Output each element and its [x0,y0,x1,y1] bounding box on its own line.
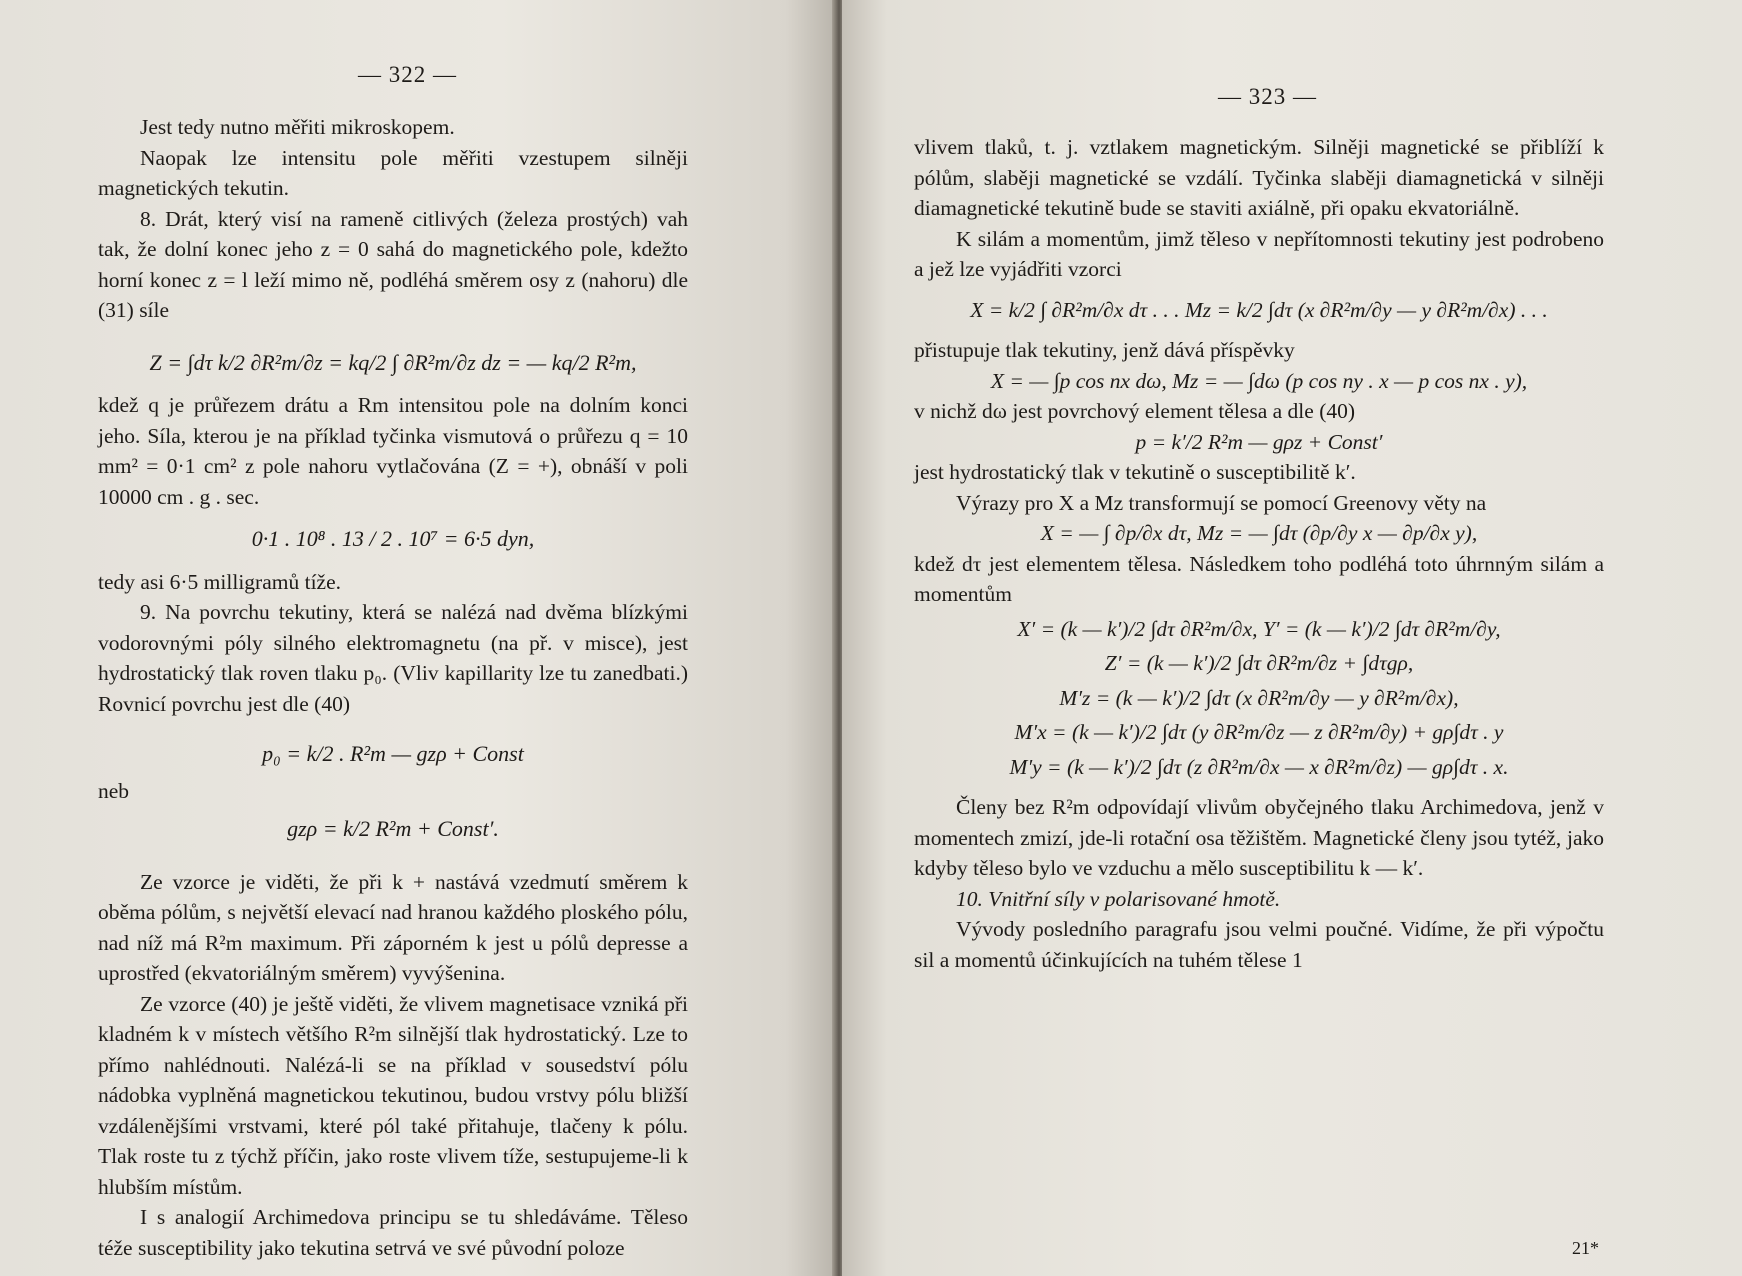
right-para-7: kdež dτ jest elementem tělesa. Následkem toho podléhá toto úhrnným silám a momentům [914,551,1604,606]
right-equation-3: p = k′/2 R²m — gρz + Const′ [1135,429,1383,454]
right-equation-9: M′y = (k — k′)/2 ∫dτ (z ∂R²m/∂x — x ∂R²m/∂z) — gρ∫dτ . x. [1009,754,1509,779]
right-para-3: přistupuje tlak tekutiny, jenž dává příspěvky [914,338,1295,362]
left-para-1: Jest tedy nutno měřiti mikroskopem. [140,115,455,139]
right-para-10: Vývody posledního paragrafu jsou velmi poučné. Vidíme, že při výpočtu sil a momentů účinkujících na tuhém tělese 1 [914,917,1604,972]
right-equation-5: X′ = (k — k′)/2 ∫dτ ∂R²m/∂x, Y′ = (k — k′)/2 ∫dτ ∂R²m/∂y, [1017,616,1501,641]
right-page-number: — 323 — [1218,84,1317,109]
left-equation-4: gzρ = k/2 R²m + Const′. [287,816,499,841]
left-page [0,0,836,1276]
left-para-4: kdež q je průřezem drátu a Rm intensitou pole na dolním konci jeho. Síla, kterou je na příklad tyčinka vismutová o průřezu q = 10 mm² = 0·1 cm² z pole nahoru vytlačována (Z = +), obnáší v poli 10000 cm . g . sec. [98,393,688,509]
left-neb: neb [98,778,130,803]
left-page-number: — 322 — [358,62,457,87]
right-section-heading: 10. Vnitřní síly v polarisované hmotě. [956,886,1281,911]
left-para-5: tedy asi 6·5 milligramů tíže. [98,569,342,594]
left-para-6: 9. Na povrchu tekutiny, která se nalézá nad dvěma blízkými vodorovnými póly silného elektromagnetu (na př. v misce), jest hydrostatický tlak roven tlaku p₀. (Vliv kapillarity lze tu zanedbati.) Rovnicí povrchu jest dle (40) [98,600,688,716]
right-page-text [914,132,1604,975]
right-equation-4: X = — ∫ ∂p/∂x dτ, Mz = — ∫dτ (∂p/∂y x — ∂p/∂x y), [1040,521,1478,545]
right-para-6: Výrazy pro X a Mz transformují se pomocí Greenovy věty na [956,490,1487,515]
right-equation-7: M′z = (k — k′)/2 ∫dτ (x ∂R²m/∂y — y ∂R²m/∂x), [1059,685,1459,710]
left-para-7: Ze vzorce je viděti, že při k + nastává vzedmutí směrem k oběma pólům, s největší elevací nad hranou každého ploského pólu, nad níž má R²m maximum. Při záporném k jest u pólů depresse a uprostřed (ekvatoriálným směrem) vyvýšenina. [98,869,688,985]
right-para-8: Členy bez R²m odpovídají vlivům obyčejného tlaku Archimedova, jenž v momentech zmizí, jde-li rotační osa těžištěm. Magnetické členy jsou tytéž, jako kdyby těleso bylo ve vzduchu a mělo susceptibilitu k — k′. [914,795,1604,880]
right-para-1: vlivem tlaků, t. j. vztlakem magnetickým. Silněji magnetické se přiblíží k pólům, slaběji magnetické se vzdálí. Tyčinka slaběji diamagnetická v silněji diamagnetické tekutině bude se staviti axiálně, při opaku ekvatoriálně. [914,135,1604,220]
right-equation-8: M′x = (k — k′)/2 ∫dτ (y ∂R²m/∂z — z ∂R²m/∂y) + gρ∫dτ . y [1014,720,1504,744]
left-para-3: 8. Drát, který visí na rameně citlivých (železa prostých) vah tak, že dolní konec jeho z = 0 sahá do magnetického pole, kdežto horní konec z = l leží mimo ně, podléhá směrem osy z (nahoru) dle (31) síle [98,206,688,322]
left-equation-2: 0·1 . 10⁸ . 13 / 2 . 10⁷ = 6·5 dyn, [251,526,535,551]
left-para-2: Naopak lze intensitu pole měřiti vzestupem silněji magnetických tekutin. [98,145,688,200]
right-page [842,0,1742,1276]
signature-mark: 21* [1572,1238,1599,1258]
right-equation-1: X = k/2 ∫ ∂R²m/∂x dτ . . . Mz = k/2 ∫dτ (x ∂R²m/∂y — y ∂R²m/∂x) . . . [970,297,1548,322]
left-para-9: I s analogií Archimedova principu se tu shledáváme. Těleso téže susceptibility jako tekutina setrvá ve své původní poloze [98,1205,688,1260]
left-equation-1: Z = ∫dτ k/2 ∂R²m/∂z = kq/2 ∫ ∂R²m/∂z dz = — kq/2 R²m, [149,349,637,375]
right-equation-6: Z′ = (k — k′)/2 ∫dτ ∂R²m/∂z + ∫dτgρ, [1104,651,1414,675]
right-equation-2: X = — ∫p cos nx dω, Mz = — ∫dω (p cos ny . x — p cos nx . y), [990,368,1528,393]
left-para-8: Ze vzorce (40) je ještě viděti, že vlivem magnetisace vzniká při kladném k v místech většího R²m silnější tlak hydrostatický. Lze to přímo nahlédnouti. Nalézá-li se na příklad v sousedství pólu nádobka vyplněná magnetickou tekutinou, budou vrstvy pólu bližší vzdálenějšími vrstvami, které pól také přitahuje, tlačeny k pólu. Tlak roste tu z týchž příčin, jako roste vlivem tíže, sestupujeme-li k hlubším místům. [98,991,688,1199]
left-equation-3: p₀ = k/2 . R²m — gzρ + Const [262,741,524,766]
right-para-5: jest hydrostatický tlak v tekutině o susceptibilitě k′. [914,460,1356,484]
right-para-4: v nichž dω jest povrchový element tělesa a dle (40) [914,399,1356,423]
left-page-text [98,112,688,1263]
right-para-2: K silám a momentům, jimž těleso v nepřítomnosti tekutiny jest podrobeno a jež lze vyjádřiti vzorci [914,226,1604,281]
